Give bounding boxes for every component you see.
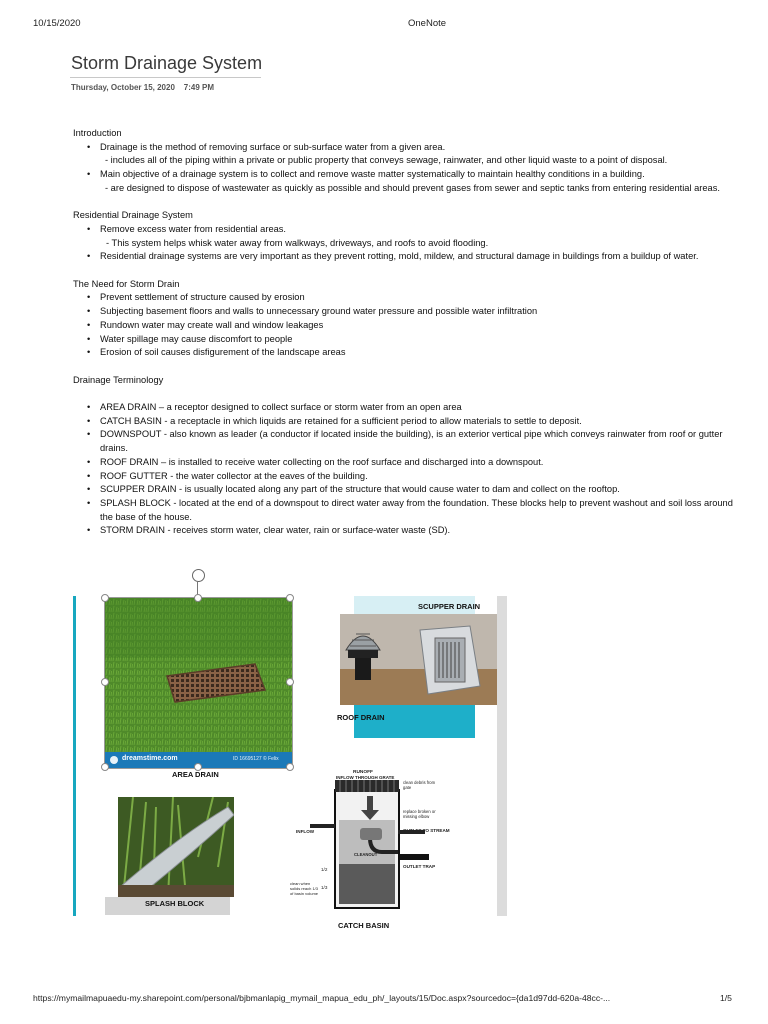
list-item: • ROOF GUTTER - the water collector at the eaves of the building.	[73, 470, 733, 484]
replace-elbow-label: replace broken or missing elbow	[403, 809, 436, 819]
list-item: • Residential drainage systems are very important as they prevent rotting, mold, mildew, and structural damage in buildings from a buildup of water.	[73, 250, 733, 264]
runoff-label: RUNOFF	[353, 770, 373, 775]
list-item	[73, 223, 733, 250]
resize-handle-icon[interactable]	[101, 763, 109, 771]
roof-drain-photo	[340, 614, 497, 705]
page-time: 7:49 PM	[183, 83, 215, 92]
cleanout-label: CLEANOUT	[354, 852, 378, 857]
resize-handle-icon[interactable]	[101, 594, 109, 602]
print-url: https://mymailmapuaedu-my.sharepoint.com/personal/bjbmanlapig_mymail_mapua_edu_ph/_layouts/15/Doc.aspx?sourcedoc={da1d97dd-620a-48cc-...	[33, 993, 611, 1003]
rotate-handle-icon[interactable]	[192, 569, 205, 582]
half-label: 1/2	[321, 867, 328, 872]
heading-terminology: Drainage Terminology	[73, 374, 164, 385]
image-id-text: ID 16695127 © Felix	[233, 756, 279, 762]
rotate-handle-stem	[197, 581, 198, 595]
print-date: 10/15/2020	[33, 18, 81, 29]
area-drain-caption: AREA DRAIN	[172, 770, 219, 779]
list-item	[73, 141, 733, 168]
list-item-text: Remove excess water from residential areas.	[100, 223, 287, 234]
area-drain-photo	[105, 598, 292, 768]
splash-block-photo	[118, 797, 234, 897]
side-gray-bar	[497, 596, 507, 916]
introduction-list	[73, 141, 733, 196]
heading-introduction: Introduction	[73, 128, 122, 138]
catch-basin-caption: CATCH BASIN	[338, 921, 390, 930]
list-item: • Water spillage may cause discomfort to people	[73, 333, 733, 347]
list-item: • Erosion of soil causes disfigurement of the landscape areas	[73, 346, 733, 360]
roof-drain-caption: ROOF DRAIN	[337, 713, 385, 722]
list-item: • SPLASH BLOCK - located at the end of a downspout to direct water away from the foundation. These blocks help to prevent washout and soil loss around the base of the house.	[73, 497, 733, 524]
list-item: • AREA DRAIN – a receptor designed to collect surface or storm water from an open area	[73, 401, 733, 415]
print-page-number: 1/5	[720, 993, 732, 1003]
roof-drain-image[interactable]	[340, 614, 497, 705]
list-item: • ROOF DRAIN – is installed to receive water collecting on the roof surface and discharged into a downspout.	[73, 456, 733, 470]
heading-residential: Residential Drainage System	[73, 210, 193, 221]
list-item: • CATCH BASIN - a receptacle in which liquids are retained for a sufficient period to allow materials to settle to deposit.	[73, 415, 733, 429]
page-date: Thursday, October 15, 2020	[71, 83, 175, 92]
list-item: • Subjecting basement floors and walls to unnecessary ground water pressure and possible water infiltration	[73, 305, 733, 319]
terminology-list	[73, 401, 733, 538]
dreamstime-watermark: dreamstime.com	[122, 755, 178, 762]
outlet-trap-label: OUTLET TRAP	[403, 864, 436, 869]
list-item-text: Drainage is the method of removing surface or sub-surface water from a given area.	[100, 141, 446, 152]
list-item: • Prevent settlement of structure caused by erosion	[73, 291, 733, 305]
need-list	[73, 291, 733, 360]
page-title[interactable]: Storm Drainage System	[71, 53, 263, 73]
clean-debris-label: clean debris from gate	[403, 780, 436, 790]
catch-basin-diagram[interactable]	[290, 768, 450, 918]
inflow-label: INFLOW	[296, 829, 315, 834]
inflow-grate-label: INFLOW THROUGH GRATE	[336, 775, 395, 780]
list-subtext: - are designed to dispose of wastewater as quickly as possible and should prevent gases from sewer and septic tanks from entering residential areas.	[105, 182, 720, 193]
list-item: • Rundown water may create wall and window leakages	[73, 319, 733, 333]
list-subtext: - This system helps whisk water away from walkways, driveways, and roofs to avoid flooding.	[106, 237, 489, 248]
list-item	[73, 168, 733, 195]
list-item-text: Main objective of a drainage system is to collect and remove waste matter systematically to maintain healthy conditions in a building.	[100, 169, 645, 180]
clean-when-label: clean when solids reach 1/3 of basin volume	[290, 881, 319, 896]
page-body[interactable]	[73, 127, 733, 538]
outlet-stream-label: OUTLET TO STREAM	[403, 828, 450, 833]
list-item: • STORM DRAIN - receives storm water, clear water, rain or surface-water waste (SD).	[73, 524, 733, 538]
residential-list	[73, 223, 733, 264]
splash-block-image[interactable]	[118, 797, 234, 897]
list-subtext: - includes all of the piping within a private or public property that conveys sewage, rainwater, and other liquid waste to a point of disposal.	[105, 155, 668, 166]
resize-handle-icon[interactable]	[101, 678, 109, 686]
heading-need-storm-drain: The Need for Storm Drain	[73, 278, 180, 289]
third-label: 1/3	[321, 885, 328, 890]
page-timestamp	[71, 83, 214, 92]
list-item: • DOWNSPOUT - also known as leader (a conductor if located inside the building), is an exterior vertical pipe which conveys rainwater from roof or gutter drains.	[73, 428, 733, 455]
splash-block-caption: SPLASH BLOCK	[145, 899, 205, 908]
list-item: • SCUPPER DRAIN - is usually located along any part of the structure that would cause water to dam and collect on the rooftop.	[73, 483, 733, 497]
area-drain-image[interactable]	[104, 597, 293, 769]
accent-bar	[73, 596, 76, 916]
scupper-caption: SCUPPER DRAIN	[418, 602, 481, 611]
title-underline	[70, 77, 261, 78]
resize-handle-icon[interactable]	[194, 594, 202, 602]
resize-handle-icon[interactable]	[286, 678, 294, 686]
print-app-name: OneNote	[408, 18, 447, 29]
resize-handle-icon[interactable]	[286, 594, 294, 602]
